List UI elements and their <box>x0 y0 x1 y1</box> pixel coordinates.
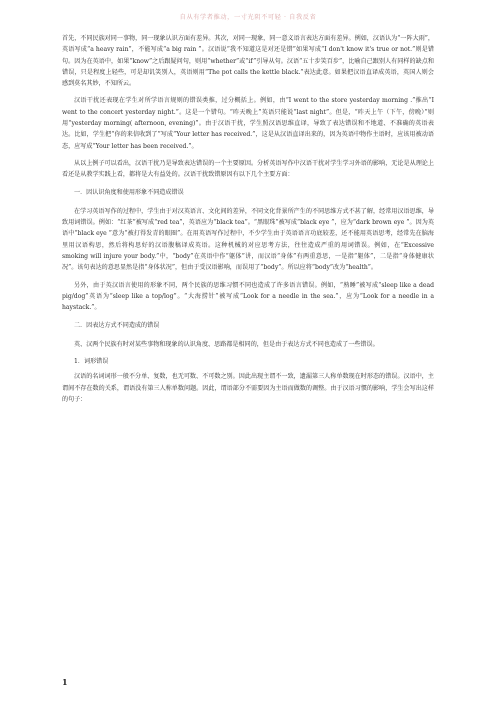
page-number: 1 <box>62 677 68 687</box>
watermark-header: 自从有学者推动，一寸光阴不可轻 · 自我反省 <box>179 14 317 21</box>
paragraph-4: 在学习英语写作的过程中，学生由于对汉英语言、文化间的差异，不同文化背景所产生的不同思维方式不甚了解，经常用汉语思维，导致用词错误。例如：“红茶”被写成“red tea”，英语应为“black tea”。“黑眼珠”被写成“black eye ”，应为“dark brown eye ”。因为英语中“black eye ”意为“被打得发青的眼圈”。在用英语写作过程中，不少学生由于英语语言功底较差，还不能用英语思考，经常先在脑海里用汉语构思，然后将构思好的汉语腹稿译成英语。这种机械的对应思考方法，往往造成严重的用词错误。例如，在“Excessive smoking will injure your body.”中，“body”在英语中作“躯体”讲，而汉语“身体”有两重意思，一是指“躯体”，二是指“身体健康状况”。该句表达的意思显然是指“身体状况”，但由于受汉语影响，而误用了“body”。所以应将“body”改为“health”。 <box>62 207 434 272</box>
document-body <box>62 33 434 411</box>
paragraph-3: 从以上例子可以看出，汉语干扰乃是导致表达错误的一个主要原因。分析英语写作中汉语干扰对学生学习外语的影响，无论是从理论上看还是从教学实践上看，都将是大有益处的。汉语干扰致错原因有以下几个主要方面： <box>62 159 434 179</box>
paragraph-1: 首先，不同民族对同一事物，同一现象认识方面有差异。其次，对同一现象，同一意义语言表达方面有差异。例如，汉语认为“一阵大雨”，英语写成“a heavy rain”，不能写成“a big rain ”。汉语说“我不知道这是对还是错”如果写成“I don't know it's true or not.”则是错句。因为在英语中，如果“know”之后跟疑问句，则用“whether”或“if”引导从句。汉语“五十步笑百步”，比喻自己跟别人有同样的缺点和错误，只是程度上轻些，可是却讥笑别人，英语则用“The pot calls the kettle black.”表达此意。如果把汉语直译成英语，英国人则会感到莫名其妙，不知所云。 <box>62 35 434 88</box>
subsection-heading-1: 1．词形错误 <box>74 358 109 366</box>
paragraph-2: 汉语干扰还表现在学生对所学语言规则的错误类推，过分概括上。例如，由“I went to the store yesterday morning .”推出“I went to the concert yesterday night.”。这是一个错句。“昨天晚上”英语只能说“last night”。但是，“昨天上午（下午，傍晚）”则用“yesterday morning( afternoon, evening)”。由于汉语干扰，学生照汉语思维直译，导致了表达错误和不地道、不准确的英语表达。比如，学生把“你的来信收到了”写成“Your letter has received.”，这是从汉语直译出来的，因为英语中物作主语时，应该用被动语态，应写成“Your letter has been received.”。 <box>62 97 434 150</box>
paragraph-5: 另外，由于英汉语言使用的形象不同，两个民族的思维习惯不同也造成了许多语言错误。例如，“熟睡”被写成“sleep like a dead pig/dog”英语为“sleep like a top/log”。“大海捞针”被写成“Look for a needle in the sea.”，应为“Look for a needle in a haystack.”。 <box>62 281 434 312</box>
paragraph-6: 英、汉两个民族有时对某些事物和现象的认识角度、思路都是相同的，但是由于表达方式不同也造成了一些错误。 <box>74 340 379 348</box>
section-heading-2: 二．因表达方式不同造成的错误 <box>74 321 160 329</box>
paragraph-7: 汉语的名词词形一般不分单、复数，也无可数、不可数之别。因此出现主谓不一致，遗漏第三人称单数现在时形态的错误。汉语中，主谓间不存在数的关系，谓语没有第三人称单数问题。因此，谓语部分不需要因为主语而做数的调整。由于汉语习惯的影响，学生会写出这样的句子： <box>62 373 434 404</box>
section-heading-1: 一．因认识角度和使用形象不同造成错误 <box>74 188 184 196</box>
